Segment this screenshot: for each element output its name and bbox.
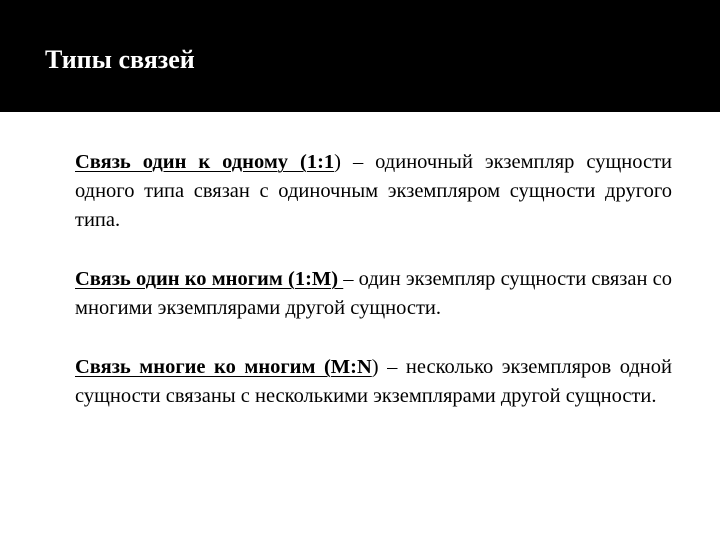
relationship-many-to-many	[75, 353, 672, 411]
relationship-one-to-one	[75, 148, 672, 235]
slide-body	[75, 148, 672, 411]
term-one-to-many: Связь один ко многим (1:M)	[75, 268, 344, 290]
term-one-to-one: Связь один к одному (1:1	[75, 151, 335, 173]
description-one-to-many: – один экземпляр сущности связан со многими экземплярами другой сущности.	[75, 268, 672, 319]
description-many-to-many: – несколько экземпляров одной сущности связаны с несколькими экземплярами другой сущности.	[75, 356, 672, 407]
term-closing-one-to-one: )	[334, 151, 341, 173]
term-many-to-many: Связь многие ко многим (M:N	[75, 356, 372, 378]
term-closing-many-to-many: )	[371, 356, 379, 378]
title-bar	[0, 0, 720, 112]
relationship-one-to-many	[75, 265, 672, 323]
slide-title: Типы связей	[45, 45, 195, 74]
description-one-to-one: – одиночный экземпляр сущности одного типа связан с одиночным экземпляром сущности другого типа.	[75, 151, 673, 231]
